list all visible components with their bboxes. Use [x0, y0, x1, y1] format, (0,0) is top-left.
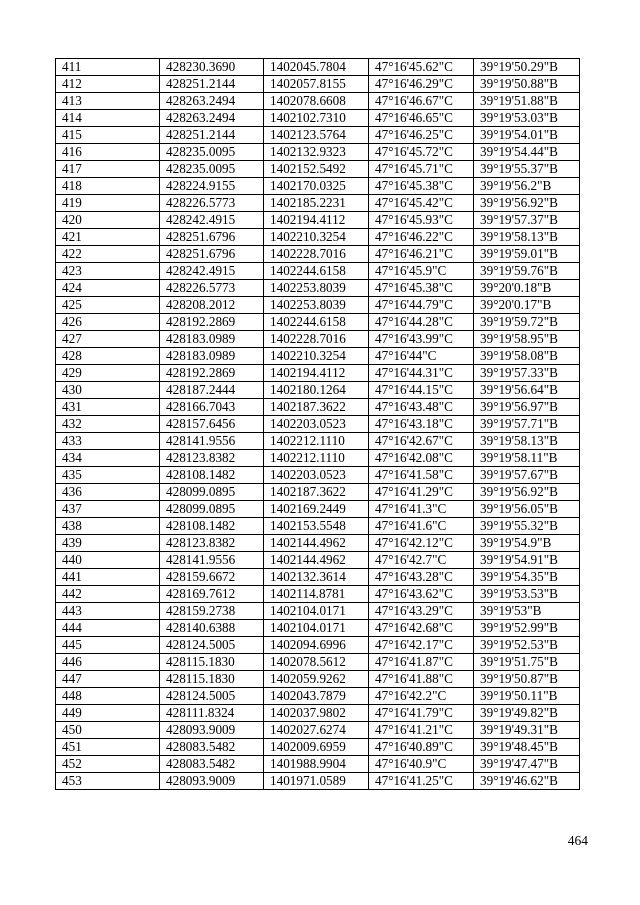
longitude-cell: 39°19'54.91"В [474, 552, 580, 569]
point-number-cell: 450 [56, 722, 160, 739]
point-number-cell: 451 [56, 739, 160, 756]
y-coordinate-cell: 1402210.3254 [264, 229, 369, 246]
x-coordinate-cell: 428124.5005 [160, 637, 264, 654]
point-number-cell: 440 [56, 552, 160, 569]
point-number-cell: 443 [56, 603, 160, 620]
longitude-cell: 39°19'59.76"В [474, 263, 580, 280]
x-coordinate-cell: 428192.2869 [160, 314, 264, 331]
table-row [56, 314, 580, 331]
table-row [56, 722, 580, 739]
longitude-cell: 39°19'48.45"В [474, 739, 580, 756]
x-coordinate-cell: 428242.4915 [160, 263, 264, 280]
latitude-cell: 47°16'42.12"С [369, 535, 474, 552]
x-coordinate-cell: 428251.6796 [160, 246, 264, 263]
y-coordinate-cell: 1402132.3614 [264, 569, 369, 586]
point-number-cell: 434 [56, 450, 160, 467]
point-number-cell: 417 [56, 161, 160, 178]
longitude-cell: 39°20'0.18"В [474, 280, 580, 297]
table-row [56, 518, 580, 535]
coordinates-table [55, 58, 580, 790]
longitude-cell: 39°19'53"В [474, 603, 580, 620]
point-number-cell: 422 [56, 246, 160, 263]
table-row [56, 569, 580, 586]
x-coordinate-cell: 428083.5482 [160, 756, 264, 773]
point-number-cell: 438 [56, 518, 160, 535]
point-number-cell: 441 [56, 569, 160, 586]
x-coordinate-cell: 428093.9009 [160, 773, 264, 790]
x-coordinate-cell: 428235.0095 [160, 161, 264, 178]
table-row [56, 467, 580, 484]
y-coordinate-cell: 1402228.7016 [264, 331, 369, 348]
latitude-cell: 47°16'44.31"С [369, 365, 474, 382]
x-coordinate-cell: 428108.1482 [160, 467, 264, 484]
latitude-cell: 47°16'43.18"С [369, 416, 474, 433]
longitude-cell: 39°19'57.37"В [474, 212, 580, 229]
x-coordinate-cell: 428230.3690 [160, 59, 264, 76]
latitude-cell: 47°16'40.9"С [369, 756, 474, 773]
latitude-cell: 47°16'41.6"С [369, 518, 474, 535]
x-coordinate-cell: 428099.0895 [160, 501, 264, 518]
latitude-cell: 47°16'42.68"С [369, 620, 474, 637]
y-coordinate-cell: 1402037.9802 [264, 705, 369, 722]
y-coordinate-cell: 1401988.9904 [264, 756, 369, 773]
latitude-cell: 47°16'46.21"С [369, 246, 474, 263]
point-number-cell: 447 [56, 671, 160, 688]
point-number-cell: 452 [56, 756, 160, 773]
y-coordinate-cell: 1402244.6158 [264, 263, 369, 280]
table-row [56, 280, 580, 297]
x-coordinate-cell: 428208.2012 [160, 297, 264, 314]
y-coordinate-cell: 1402187.3622 [264, 399, 369, 416]
table-row [56, 212, 580, 229]
table-row [56, 484, 580, 501]
y-coordinate-cell: 1402043.7879 [264, 688, 369, 705]
latitude-cell: 47°16'41.58"С [369, 467, 474, 484]
y-coordinate-cell: 1402144.4962 [264, 535, 369, 552]
table-row [56, 433, 580, 450]
x-coordinate-cell: 428235.0095 [160, 144, 264, 161]
y-coordinate-cell: 1402210.3254 [264, 348, 369, 365]
latitude-cell: 47°16'41.3"С [369, 501, 474, 518]
x-coordinate-cell: 428224.9155 [160, 178, 264, 195]
longitude-cell: 39°19'52.99"В [474, 620, 580, 637]
x-coordinate-cell: 428183.0989 [160, 348, 264, 365]
y-coordinate-cell: 1402194.4112 [264, 212, 369, 229]
y-coordinate-cell: 1402057.8155 [264, 76, 369, 93]
longitude-cell: 39°19'50.11"В [474, 688, 580, 705]
point-number-cell: 420 [56, 212, 160, 229]
latitude-cell: 47°16'41.88"С [369, 671, 474, 688]
table-row [56, 773, 580, 790]
point-number-cell: 448 [56, 688, 160, 705]
table-row [56, 705, 580, 722]
table-row [56, 671, 580, 688]
table-row [56, 161, 580, 178]
x-coordinate-cell: 428263.2494 [160, 93, 264, 110]
point-number-cell: 453 [56, 773, 160, 790]
latitude-cell: 47°16'46.22"С [369, 229, 474, 246]
y-coordinate-cell: 1402123.5764 [264, 127, 369, 144]
longitude-cell: 39°19'52.53"В [474, 637, 580, 654]
longitude-cell: 39°19'50.29"В [474, 59, 580, 76]
x-coordinate-cell: 428141.9556 [160, 552, 264, 569]
y-coordinate-cell: 1402078.5612 [264, 654, 369, 671]
x-coordinate-cell: 428115.1830 [160, 671, 264, 688]
latitude-cell: 47°16'46.29"С [369, 76, 474, 93]
point-number-cell: 424 [56, 280, 160, 297]
point-number-cell: 413 [56, 93, 160, 110]
table-row [56, 535, 580, 552]
x-coordinate-cell: 428183.0989 [160, 331, 264, 348]
y-coordinate-cell: 1402187.3622 [264, 484, 369, 501]
latitude-cell: 47°16'44.28"С [369, 314, 474, 331]
x-coordinate-cell: 428166.7043 [160, 399, 264, 416]
x-coordinate-cell: 428141.9556 [160, 433, 264, 450]
longitude-cell: 39°19'58.08"В [474, 348, 580, 365]
longitude-cell: 39°19'55.37"В [474, 161, 580, 178]
table-row [56, 450, 580, 467]
x-coordinate-cell: 428123.8382 [160, 535, 264, 552]
point-number-cell: 423 [56, 263, 160, 280]
latitude-cell: 47°16'42.7"С [369, 552, 474, 569]
table-row [56, 501, 580, 518]
y-coordinate-cell: 1402078.6608 [264, 93, 369, 110]
longitude-cell: 39°19'59.01"В [474, 246, 580, 263]
longitude-cell: 39°19'56.2"В [474, 178, 580, 195]
latitude-cell: 47°16'44.79"С [369, 297, 474, 314]
table-row [56, 110, 580, 127]
latitude-cell: 47°16'45.93"С [369, 212, 474, 229]
longitude-cell: 39°19'54.35"В [474, 569, 580, 586]
point-number-cell: 430 [56, 382, 160, 399]
longitude-cell: 39°19'58.13"В [474, 433, 580, 450]
x-coordinate-cell: 428115.1830 [160, 654, 264, 671]
latitude-cell: 47°16'46.67"С [369, 93, 474, 110]
longitude-cell: 39°19'57.33"В [474, 365, 580, 382]
y-coordinate-cell: 1402169.2449 [264, 501, 369, 518]
point-number-cell: 439 [56, 535, 160, 552]
point-number-cell: 435 [56, 467, 160, 484]
latitude-cell: 47°16'45.9"С [369, 263, 474, 280]
y-coordinate-cell: 1402244.6158 [264, 314, 369, 331]
point-number-cell: 418 [56, 178, 160, 195]
y-coordinate-cell: 1402203.0523 [264, 416, 369, 433]
table-row [56, 76, 580, 93]
point-number-cell: 436 [56, 484, 160, 501]
point-number-cell: 414 [56, 110, 160, 127]
longitude-cell: 39°19'55.32"В [474, 518, 580, 535]
latitude-cell: 47°16'42.08"С [369, 450, 474, 467]
latitude-cell: 47°16'41.29"С [369, 484, 474, 501]
point-number-cell: 432 [56, 416, 160, 433]
longitude-cell: 39°19'51.75"В [474, 654, 580, 671]
latitude-cell: 47°16'41.87"С [369, 654, 474, 671]
longitude-cell: 39°19'58.13"В [474, 229, 580, 246]
longitude-cell: 39°19'50.87"В [474, 671, 580, 688]
table-row [56, 229, 580, 246]
table-row [56, 348, 580, 365]
latitude-cell: 47°16'43.28"С [369, 569, 474, 586]
table-row [56, 620, 580, 637]
y-coordinate-cell: 1402102.7310 [264, 110, 369, 127]
point-number-cell: 449 [56, 705, 160, 722]
point-number-cell: 431 [56, 399, 160, 416]
latitude-cell: 47°16'42.67"С [369, 433, 474, 450]
table-row [56, 144, 580, 161]
y-coordinate-cell: 1402170.0325 [264, 178, 369, 195]
y-coordinate-cell: 1402144.4962 [264, 552, 369, 569]
x-coordinate-cell: 428251.2144 [160, 76, 264, 93]
latitude-cell: 47°16'42.17"С [369, 637, 474, 654]
point-number-cell: 412 [56, 76, 160, 93]
longitude-cell: 39°19'53.53"В [474, 586, 580, 603]
latitude-cell: 47°16'46.25"С [369, 127, 474, 144]
longitude-cell: 39°19'49.31"В [474, 722, 580, 739]
table-row [56, 297, 580, 314]
longitude-cell: 39°19'51.88"В [474, 93, 580, 110]
x-coordinate-cell: 428123.8382 [160, 450, 264, 467]
y-coordinate-cell: 1402212.1110 [264, 433, 369, 450]
x-coordinate-cell: 428157.6456 [160, 416, 264, 433]
x-coordinate-cell: 428226.5773 [160, 280, 264, 297]
table-row [56, 263, 580, 280]
table-row [56, 603, 580, 620]
y-coordinate-cell: 1402114.8781 [264, 586, 369, 603]
longitude-cell: 39°19'58.11"В [474, 450, 580, 467]
point-number-cell: 426 [56, 314, 160, 331]
table-row [56, 178, 580, 195]
y-coordinate-cell: 1402104.0171 [264, 620, 369, 637]
latitude-cell: 47°16'45.38"С [369, 178, 474, 195]
latitude-cell: 47°16'42.2"С [369, 688, 474, 705]
point-number-cell: 433 [56, 433, 160, 450]
latitude-cell: 47°16'44"С [369, 348, 474, 365]
latitude-cell: 47°16'43.29"С [369, 603, 474, 620]
longitude-cell: 39°19'56.92"В [474, 484, 580, 501]
x-coordinate-cell: 428108.1482 [160, 518, 264, 535]
longitude-cell: 39°19'54.9"В [474, 535, 580, 552]
table-row [56, 586, 580, 603]
latitude-cell: 47°16'46.65"С [369, 110, 474, 127]
latitude-cell: 47°16'45.71"С [369, 161, 474, 178]
longitude-cell: 39°19'56.05"В [474, 501, 580, 518]
y-coordinate-cell: 1402045.7804 [264, 59, 369, 76]
table-row [56, 688, 580, 705]
longitude-cell: 39°19'49.82"В [474, 705, 580, 722]
table-row [56, 399, 580, 416]
page-number: 464 [567, 833, 588, 848]
latitude-cell: 47°16'44.15"С [369, 382, 474, 399]
x-coordinate-cell: 428099.0895 [160, 484, 264, 501]
longitude-cell: 39°19'58.95"В [474, 331, 580, 348]
x-coordinate-cell: 428263.2494 [160, 110, 264, 127]
table-row [56, 59, 580, 76]
x-coordinate-cell: 428242.4915 [160, 212, 264, 229]
latitude-cell: 47°16'41.79"С [369, 705, 474, 722]
x-coordinate-cell: 428083.5482 [160, 739, 264, 756]
latitude-cell: 47°16'43.99"С [369, 331, 474, 348]
y-coordinate-cell: 1402203.0523 [264, 467, 369, 484]
x-coordinate-cell: 428111.8324 [160, 705, 264, 722]
point-number-cell: 425 [56, 297, 160, 314]
y-coordinate-cell: 1401971.0589 [264, 773, 369, 790]
point-number-cell: 429 [56, 365, 160, 382]
latitude-cell: 47°16'45.62"С [369, 59, 474, 76]
x-coordinate-cell: 428159.6672 [160, 569, 264, 586]
table-row [56, 195, 580, 212]
x-coordinate-cell: 428251.6796 [160, 229, 264, 246]
table-row [56, 552, 580, 569]
y-coordinate-cell: 1402027.6274 [264, 722, 369, 739]
point-number-cell: 442 [56, 586, 160, 603]
x-coordinate-cell: 428159.2738 [160, 603, 264, 620]
longitude-cell: 39°19'56.64"В [474, 382, 580, 399]
x-coordinate-cell: 428169.7612 [160, 586, 264, 603]
table-row [56, 127, 580, 144]
point-number-cell: 416 [56, 144, 160, 161]
y-coordinate-cell: 1402194.4112 [264, 365, 369, 382]
longitude-cell: 39°20'0.17"В [474, 297, 580, 314]
latitude-cell: 47°16'45.38"С [369, 280, 474, 297]
latitude-cell: 47°16'43.62"С [369, 586, 474, 603]
point-number-cell: 446 [56, 654, 160, 671]
longitude-cell: 39°19'54.01"В [474, 127, 580, 144]
y-coordinate-cell: 1402152.5492 [264, 161, 369, 178]
y-coordinate-cell: 1402009.6959 [264, 739, 369, 756]
y-coordinate-cell: 1402228.7016 [264, 246, 369, 263]
point-number-cell: 437 [56, 501, 160, 518]
x-coordinate-cell: 428124.5005 [160, 688, 264, 705]
y-coordinate-cell: 1402153.5548 [264, 518, 369, 535]
longitude-cell: 39°19'59.72"В [474, 314, 580, 331]
longitude-cell: 39°19'56.97"В [474, 399, 580, 416]
latitude-cell: 47°16'41.21"С [369, 722, 474, 739]
x-coordinate-cell: 428251.2144 [160, 127, 264, 144]
longitude-cell: 39°19'57.71"В [474, 416, 580, 433]
x-coordinate-cell: 428140.6388 [160, 620, 264, 637]
latitude-cell: 47°16'41.25"С [369, 773, 474, 790]
longitude-cell: 39°19'46.62"В [474, 773, 580, 790]
table-row [56, 382, 580, 399]
latitude-cell: 47°16'43.48"С [369, 399, 474, 416]
y-coordinate-cell: 1402212.1110 [264, 450, 369, 467]
coordinates-table-body [56, 59, 580, 790]
y-coordinate-cell: 1402132.9323 [264, 144, 369, 161]
longitude-cell: 39°19'57.67"В [474, 467, 580, 484]
longitude-cell: 39°19'50.88"В [474, 76, 580, 93]
y-coordinate-cell: 1402253.8039 [264, 280, 369, 297]
y-coordinate-cell: 1402059.9262 [264, 671, 369, 688]
point-number-cell: 445 [56, 637, 160, 654]
longitude-cell: 39°19'54.44"В [474, 144, 580, 161]
latitude-cell: 47°16'45.72"С [369, 144, 474, 161]
table-row [56, 637, 580, 654]
y-coordinate-cell: 1402253.8039 [264, 297, 369, 314]
y-coordinate-cell: 1402104.0171 [264, 603, 369, 620]
table-row [56, 365, 580, 382]
y-coordinate-cell: 1402094.6996 [264, 637, 369, 654]
x-coordinate-cell: 428093.9009 [160, 722, 264, 739]
table-row [56, 416, 580, 433]
latitude-cell: 47°16'45.42"С [369, 195, 474, 212]
point-number-cell: 415 [56, 127, 160, 144]
table-row [56, 93, 580, 110]
table-row [56, 246, 580, 263]
point-number-cell: 421 [56, 229, 160, 246]
longitude-cell: 39°19'53.03"В [474, 110, 580, 127]
point-number-cell: 411 [56, 59, 160, 76]
point-number-cell: 428 [56, 348, 160, 365]
table-row [56, 739, 580, 756]
y-coordinate-cell: 1402185.2231 [264, 195, 369, 212]
table-row [56, 654, 580, 671]
point-number-cell: 444 [56, 620, 160, 637]
table-row [56, 756, 580, 773]
longitude-cell: 39°19'56.92"В [474, 195, 580, 212]
x-coordinate-cell: 428187.2444 [160, 382, 264, 399]
longitude-cell: 39°19'47.47"В [474, 756, 580, 773]
x-coordinate-cell: 428226.5773 [160, 195, 264, 212]
x-coordinate-cell: 428192.2869 [160, 365, 264, 382]
latitude-cell: 47°16'40.89"С [369, 739, 474, 756]
point-number-cell: 419 [56, 195, 160, 212]
table-row [56, 331, 580, 348]
y-coordinate-cell: 1402180.1264 [264, 382, 369, 399]
point-number-cell: 427 [56, 331, 160, 348]
